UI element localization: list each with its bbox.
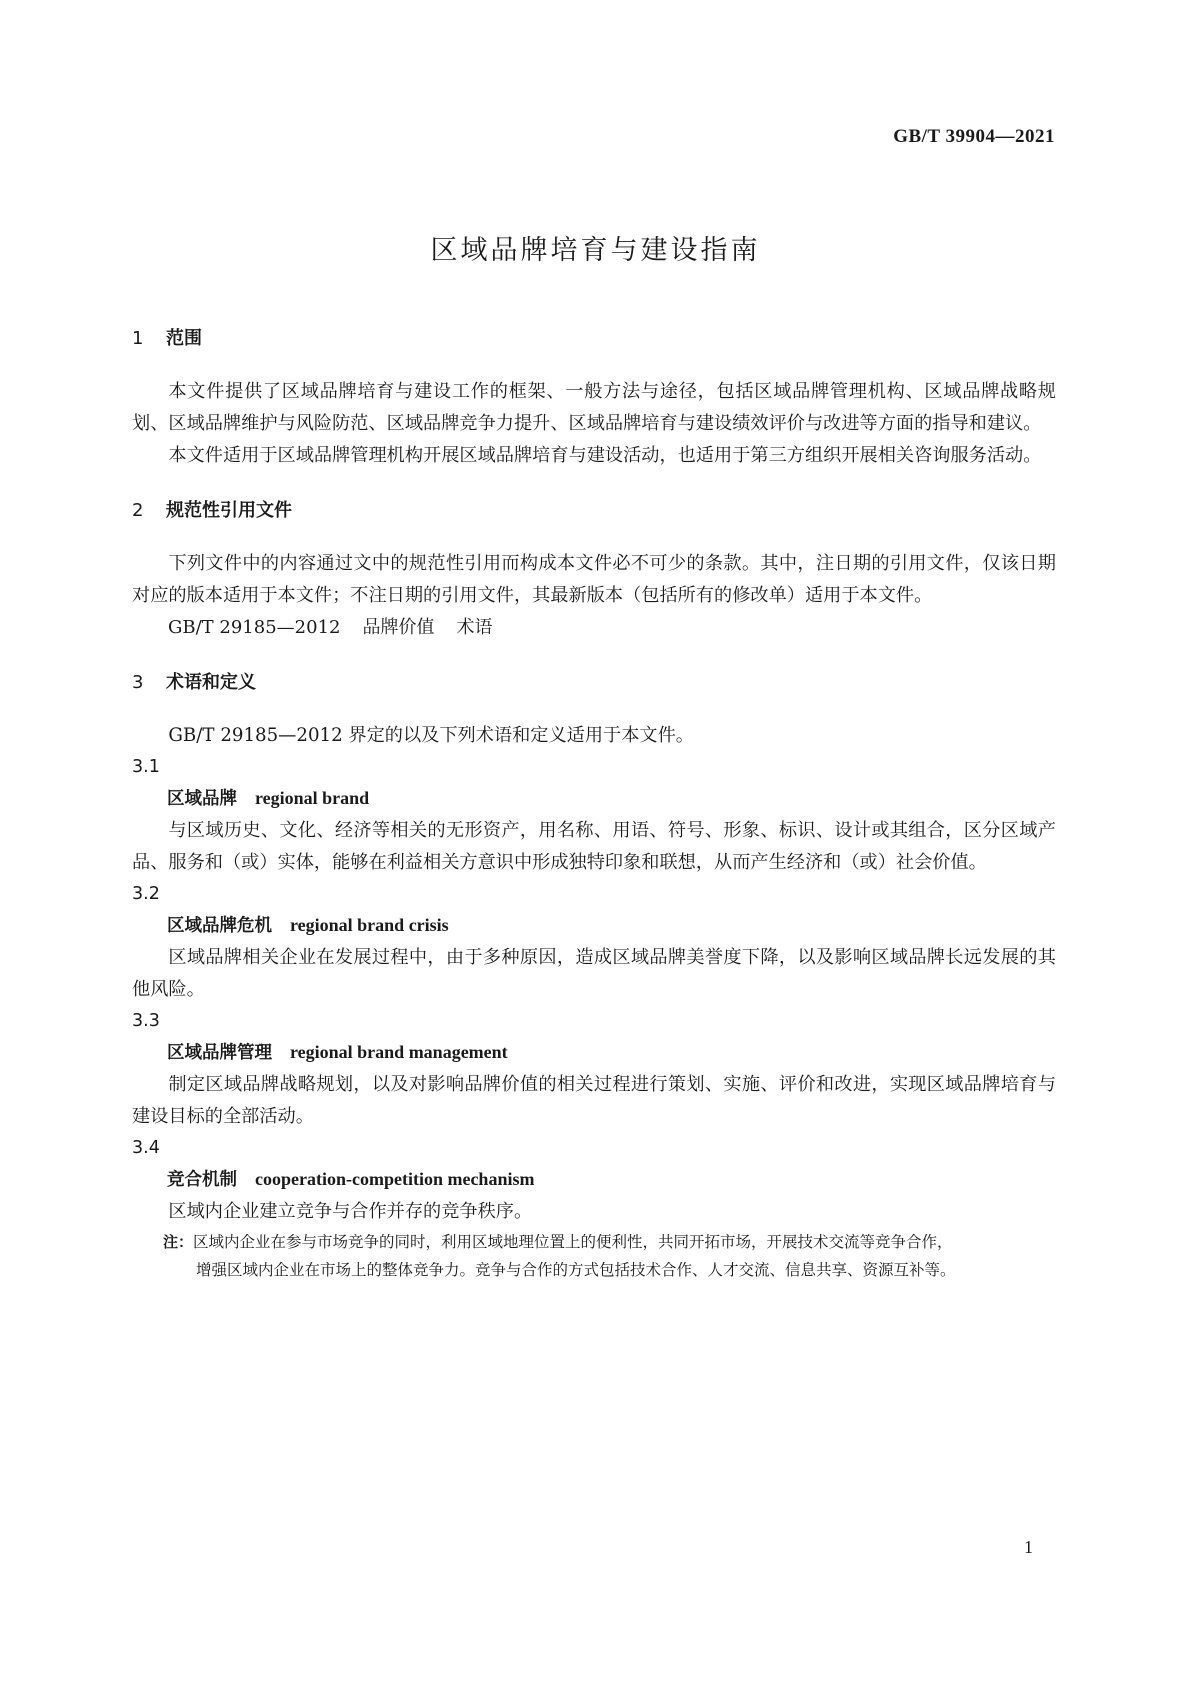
section-2-number: 2 xyxy=(132,500,144,521)
standard-code: GB/T 39904—2021 xyxy=(893,126,1055,147)
section-3-intro: GB/T 29185—2012 界定的以及下列术语和定义适用于本文件。 xyxy=(168,725,694,746)
term-number: 3.3 xyxy=(132,1011,160,1031)
reference-title-part-b: 术语 xyxy=(456,617,493,638)
term-name-en: cooperation-competition mechanism xyxy=(255,1169,535,1189)
section-3-number: 3 xyxy=(132,672,144,693)
section-2-paragraph-1: 下列文件中的内容通过文中的规范性引用而构成本文件必不可少的条款。其中，注日期的引用文件，仅该日期对应的版本适用于本文件；不注日期的引用文件，其最新版本（包括所有的修改单）适用于本文件。 xyxy=(132,553,1056,606)
document-body xyxy=(132,326,1056,1284)
page-number: 1 xyxy=(1024,1537,1033,1557)
term-name-zh: 区域品牌管理 xyxy=(167,1043,272,1063)
normative-reference xyxy=(132,612,1056,644)
note-line-2: 增强区域内企业在市场上的整体竞争力。竞争与合作的方式包括技术合作、人才交流、信息共享、资源互补等。 xyxy=(196,1261,956,1279)
reference-title-part-a: 品牌价值 xyxy=(362,617,435,638)
term-name-en: regional brand xyxy=(255,788,370,808)
section-1-heading xyxy=(132,326,1056,352)
term-definition: 区域内企业建立竞争与合作并存的竞争秩序。 xyxy=(168,1201,533,1222)
term-name xyxy=(132,1036,1056,1069)
note-line-1: 区域内企业在参与市场竞争的同时，利用区域地理位置上的便利性，共同开拓市场，开展技术交流等竞争合作， xyxy=(193,1233,953,1251)
term-number: 3.1 xyxy=(132,757,160,777)
term-name-en: regional brand management xyxy=(290,1042,508,1062)
term-name xyxy=(132,1163,1056,1196)
section-1-title: 范围 xyxy=(166,328,202,349)
section-1-paragraph-2: 本文件适用于区域品牌管理机构开展区域品牌培育与建设活动，也适用于第三方组织开展相关咨询服务活动。 xyxy=(168,445,1042,466)
note-label: 注： xyxy=(163,1233,194,1251)
term-definition: 区域品牌相关企业在发展过程中，由于多种原因，造成区域品牌美誉度下降，以及影响区域品牌长远发展的其他风险。 xyxy=(132,947,1056,1000)
section-2-heading xyxy=(132,498,1056,524)
term-name-zh: 竞合机制 xyxy=(167,1170,237,1190)
term-name xyxy=(132,909,1056,942)
reference-code: GB/T 29185—2012 xyxy=(168,617,341,638)
term-name-en: regional brand crisis xyxy=(290,915,449,935)
term-note xyxy=(132,1228,1056,1284)
term-definition: 制定区域品牌战略规划，以及对影响品牌价值的相关过程进行策划、实施、评价和改进，实现区域品牌培育与建设目标的全部活动。 xyxy=(132,1074,1056,1127)
section-2-title: 规范性引用文件 xyxy=(166,500,292,521)
term-name-zh: 区域品牌 xyxy=(167,789,237,809)
term-name-zh: 区域品牌危机 xyxy=(167,916,272,936)
term-name xyxy=(132,782,1056,815)
term-definition: 与区域历史、文化、经济等相关的无形资产，用名称、用语、符号、形象、标识、设计或其组合，区分区域产品、服务和（或）实体，能够在利益相关方意识中形成独特印象和联想，从而产生经济和（或）社会价值。 xyxy=(132,820,1056,873)
section-3-heading xyxy=(132,670,1056,696)
term-number: 3.2 xyxy=(132,884,160,904)
section-3-title: 术语和定义 xyxy=(166,672,256,693)
section-1-number: 1 xyxy=(132,328,144,349)
section-1-paragraph-1: 本文件提供了区域品牌培育与建设工作的框架、一般方法与途径，包括区域品牌管理机构、区域品牌战略规划、区域品牌维护与风险防范、区域品牌竞争力提升、区域品牌培育与建设绩效评价与改进等方面的指导和建议。 xyxy=(132,381,1056,434)
document-title: 区域品牌培育与建设指南 xyxy=(430,235,761,266)
term-number: 3.4 xyxy=(132,1138,160,1158)
